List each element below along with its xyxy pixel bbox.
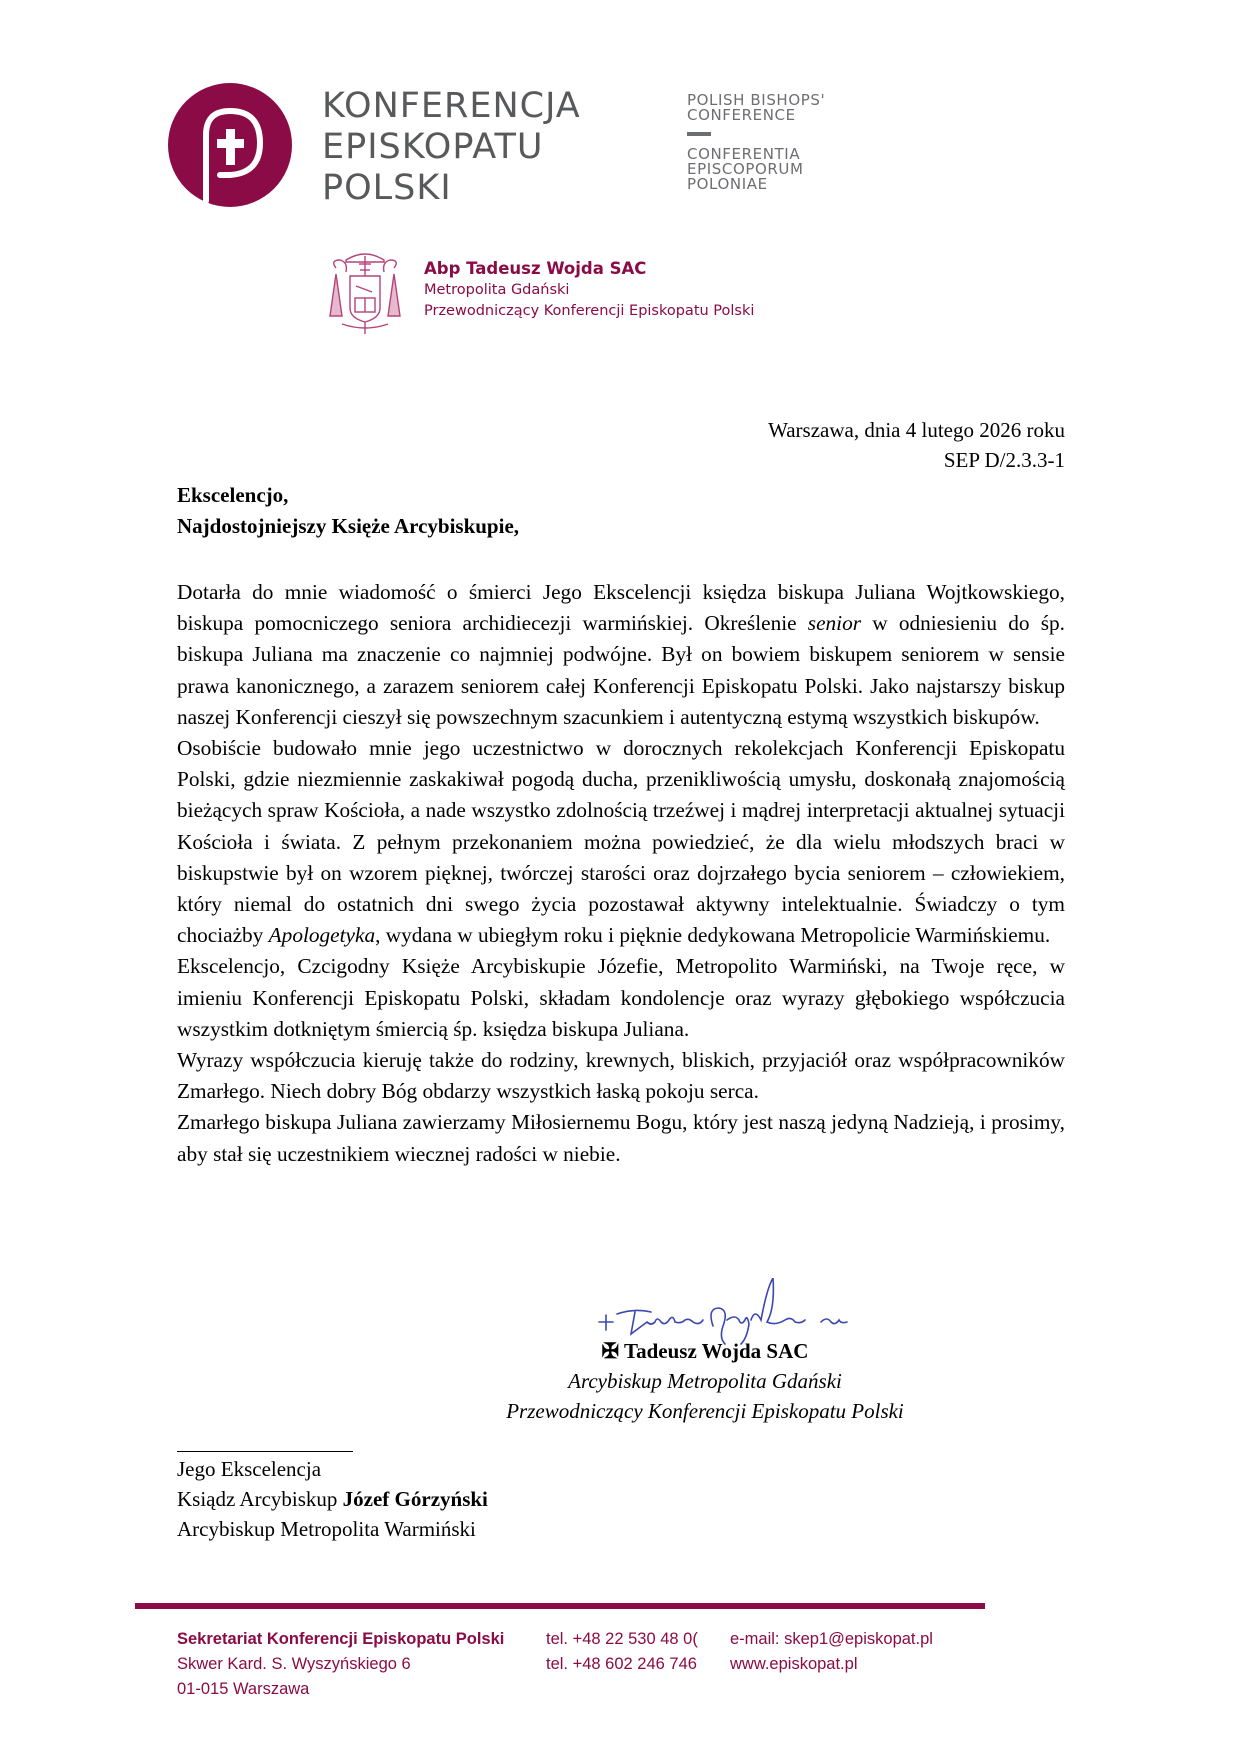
- conference-logo-icon: [168, 83, 292, 207]
- paragraph: [177, 577, 1065, 733]
- letter-body: [177, 577, 1065, 1170]
- emphasis: senior: [807, 611, 862, 636]
- archbishop-see: Metropolita Gdański: [424, 282, 570, 298]
- footer-rule: [135, 1603, 985, 1609]
- archbishop-function: Przewodniczący Konferencji Episkopatu Polski: [424, 303, 755, 319]
- recipient-name: Józef Górzyński: [342, 1487, 488, 1511]
- archbishop-name: Abp Tadeusz Wojda SAC: [424, 259, 647, 278]
- recipient-divider: [177, 1451, 353, 1452]
- signatory-name: Tadeusz Wojda SAC: [624, 1339, 809, 1363]
- recipient-block: [177, 1454, 488, 1544]
- brand-translations: [687, 93, 825, 192]
- paragraph: [177, 733, 1065, 951]
- brand-alt-line: POLISH BISHOPS': [687, 91, 826, 109]
- footer-org: Sekretariat Konferencji Episkopatu Polski: [177, 1630, 505, 1648]
- brand-alt-line: EPISCOPORUM: [687, 160, 804, 178]
- reference-number: SEP D/2.3.3-1: [943, 448, 1065, 472]
- text: , wydana w ubiegłym roku i pięknie dedykowana Metropolicie Warmińskiemu.: [375, 923, 1051, 948]
- text: w odniesieniu do śp. biskupa Juliana ma znaczenie co najmniej podwójne. Był on bowiem biskupem seniorem w sensie prawa kanonicznego, a zarazem seniorem całej Konferencji Episkopatu Polski. Jako najstarszy biskup naszej Konferencji cieszył się powszechnym szacunkiem i autentyczną estymą wszystkich biskupów.: [177, 611, 1065, 729]
- brand-line: POLSKI: [322, 168, 452, 208]
- footer-email-link[interactable]: e-mail: skep1@episkopat.pl: [730, 1630, 933, 1648]
- signature-block: [460, 1336, 950, 1426]
- signatory-function: Przewodniczący Konferencji Episkopatu Polski: [506, 1399, 904, 1423]
- footer-phone: tel. +48 22 530 48 0(: [546, 1630, 698, 1648]
- place-date: Warszawa, dnia 4 lutego 2026 roku: [768, 418, 1065, 442]
- footer-phones: [546, 1627, 698, 1677]
- paragraph: Zmarłego biskupa Juliana zawierzamy Miłosiernemu Bogu, który jest naszą jedyną Nadzieją, i prosimy, aby stał się uczestnikiem wiecznej radości w niebie.: [177, 1110, 1065, 1166]
- recipient-line: Jego Ekscelencja: [177, 1457, 322, 1481]
- date-reference-block: [768, 415, 1065, 475]
- brand-line: KONFERENCJA: [322, 86, 581, 126]
- footer-address: [177, 1627, 504, 1702]
- text: Osobiście budowało mnie jego uczestnictwo w dorocznych rekolekcjach Konferencji Episkopatu Polski, gdzie niezmiennie zaskakiwał pogodą ducha, przenikliwością umysłu, doskonałą znajomością bieżących spraw Kościoła, a nade wszystko zdolnością trzeźwej i mądrej interpretacji aktualnej sytuacji Kościoła i świata. Z pełnym przekonaniem można powiedzieć, że dla wielu młodszych braci w biskupstwie był on wzorem pięknej, twórczej starości oraz dojrzałego bycia seniorem – człowiekiem, który niemal do ostatnich dni swego życia pozostawał aktywny intelektualnie. Świadczy o tym chociażby: [177, 736, 1065, 948]
- coat-of-arms-icon: [326, 246, 404, 336]
- signatory-name-line: [460, 1336, 950, 1366]
- paragraph: Ekscelencjo, Czcigodny Księże Arcybiskupie Józefie, Metropolito Warmiński, na Twoje ręce, w imieniu Konferencji Episkopatu Polski, składam kondolencje oraz wyrazy głębokiego współczucia wszystkim dotkniętym śmiercią śp. księdza biskupa Juliana.: [177, 954, 1065, 1041]
- text: Dotarła do mnie wiadomość o śmierci Jego Ekscelencji księdza biskupa Juliana Wojtkowskiego, biskupa pomocniczego seniora archidiecezji warmińskiej. Określenie: [177, 580, 1065, 636]
- text: Ksiądz Arcybiskup: [177, 1487, 343, 1511]
- footer-website-link[interactable]: www.episkopat.pl: [730, 1655, 858, 1673]
- paragraph: Wyrazy współczucia kieruję także do rodziny, krewnych, bliskich, przyjaciół oraz współpracowników Zmarłego. Niech dobry Bóg obdarzy wszystkich łaską pokoju serca.: [177, 1048, 1065, 1104]
- footer-street: Skwer Kard. S. Wyszyńskiego 6: [177, 1655, 411, 1673]
- brand-wordmark: [322, 86, 581, 209]
- recipient-line: Arcybiskup Metropolita Warmiński: [177, 1517, 476, 1541]
- salutation: [177, 480, 519, 542]
- brand-alt-line: CONFERENCE: [687, 106, 796, 124]
- book-title: Apologetyka: [268, 923, 376, 948]
- archbishop-letterhead: [424, 258, 754, 322]
- signatory-title: Arcybiskup Metropolita Gdański: [568, 1369, 842, 1393]
- maltese-cross-icon: ✠: [601, 1339, 620, 1363]
- salutation-line: Ekscelencjo,: [177, 483, 289, 507]
- brand-divider: [687, 132, 711, 136]
- footer-city: 01-015 Warszawa: [177, 1680, 310, 1698]
- footer-contact: [730, 1627, 933, 1677]
- brand-line: EPISKOPATU: [322, 127, 544, 167]
- recipient-line: [177, 1484, 488, 1514]
- footer-phone: tel. +48 602 246 746: [546, 1655, 697, 1673]
- brand-alt-line: POLONIAE: [687, 175, 768, 193]
- salutation-line: Najdostojniejszy Księże Arcybiskupie,: [177, 514, 520, 538]
- brand-alt-line: CONFERENTIA: [687, 145, 801, 163]
